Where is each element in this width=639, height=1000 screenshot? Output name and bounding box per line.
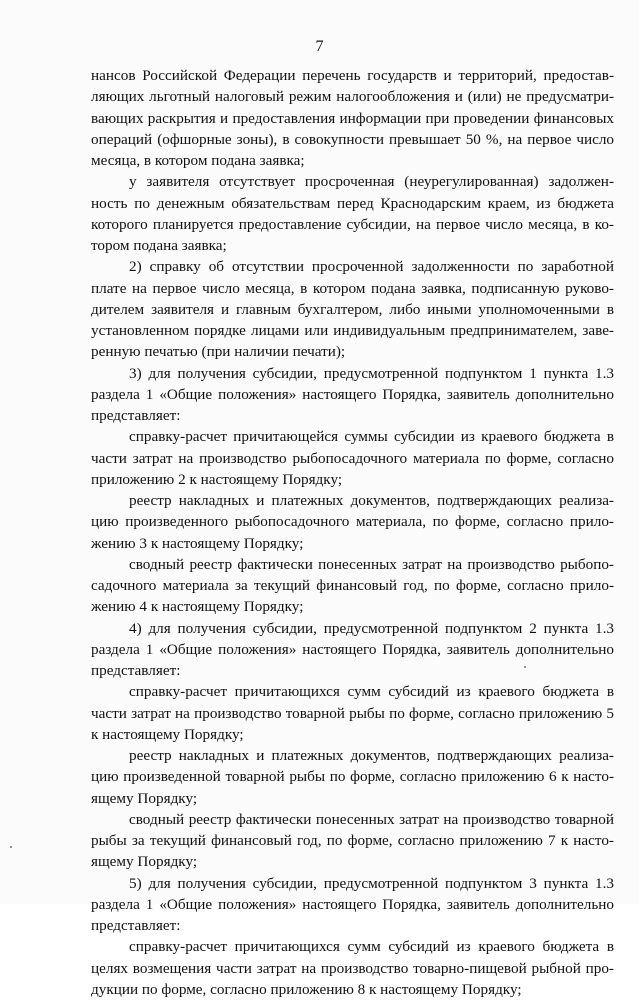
paragraph [91,490,614,554]
paragraph [91,873,614,937]
text-line: раздела 1 «Общие положения» настоящего Порядка, заявитель дополнительно [91,895,614,913]
text-line: справку-расчет причитающейся суммы субсидии из краевого бюджета в [129,428,614,446]
scan-speck [10,846,12,848]
paragraph [91,363,614,427]
paragraph [91,426,614,490]
text-line: дукции по форме, согласно приложению 8 к настоящему Порядку; [91,980,522,998]
text-line: цию произведенной товарной рыбы по форме, согласно приложению 6 к насто- [91,768,614,786]
text-line: ренную печатью (при наличии печати); [91,343,346,361]
text-line: реестр накладных и платежных документов, подтверждающих реализа- [129,747,614,764]
paragraph [91,681,614,745]
text-line: реестр накладных и платежных документов, подтверждающих реализа- [129,492,614,509]
text-line: представляет: [91,407,181,424]
text-line: к настоящему Порядку; [91,725,244,743]
document-body [91,65,614,1000]
text-line: представляет: [91,917,181,934]
text-line: ность по денежным обязательствам перед Краснодарским краем, из бюджета [91,194,614,212]
paragraph [91,936,614,1000]
text-line: справку-расчет причитающихся сумм субсидий из краевого бюджета в [129,938,614,956]
text-line: 3) для получения субсидии, предусмотренной подпунктом 1 пункта 1.3 [129,364,614,382]
text-line: 5) для получения субсидии, предусмотренной подпунктом 3 пункта 1.3 [129,874,614,892]
text-line: целях возмещения части затрат на производство товарно-пищевой рыбной про- [91,959,614,977]
text-line: нансов Российской Федерации перечень государств и территорий, предостав- [91,67,614,84]
text-line: 2) справку об отсутствии просроченной задолженности по заработной [129,258,614,276]
text-line: сводный реестр фактически понесенных затрат на производство товарной [129,810,614,828]
text-line: приложению 2 к настоящему Порядку; [91,470,343,488]
text-line: части затрат на производство товарной рыбы по форме, согласно приложению 5 [91,704,614,722]
text-line: сводный реестр фактически понесенных затрат на производство рыбопо- [129,555,614,573]
paragraph [91,554,614,618]
text-line: 4) для получения субсидии, предусмотренной подпунктом 2 пункта 1.3 [129,619,614,637]
paragraph [91,745,614,809]
text-line: жению 4 к настоящему Порядку; [91,598,304,616]
paragraph [91,256,614,362]
text-line: тором подана заявка; [91,237,227,254]
text-line: садочного материала за текущий финансовый год, по форме, согласно прило- [91,577,614,594]
text-line: вающих раскрытия и предоставления информации при проведении финансовых [91,109,614,127]
text-line: жению 3 к настоящему Порядку; [91,534,304,552]
text-line: ляющих льготный налоговый режим налогообложения и (или) не предусматри- [91,88,614,106]
text-line: цию произведенного рыбопосадочного материала, по форме, согласно прило- [91,513,614,531]
text-line: установленном порядке лицами или индивидуальным предпринимателем, заве- [91,322,614,339]
page-number: 7 [315,38,324,55]
text-line: справку-расчет причитающихся сумм субсидий из краевого бюджета в [129,683,614,701]
text-line: дителем заявителя и главным бухгалтером, либо иными уполномоченными в [91,300,614,318]
paragraph [91,65,614,171]
text-line: ящему Порядку; [91,853,198,871]
text-line: месяца, в котором подана заявка; [91,152,305,169]
scan-speck [524,666,526,668]
text-line: части затрат на производство рыбопосадочного материала по форме, согласно [91,449,614,467]
text-line: раздела 1 «Общие положения» настоящего Порядка, заявитель дополнительно [91,385,614,403]
text-line: операций (офшорные зоны), в совокупности превышает 50 %, на первое число [91,130,614,148]
text-line: представляет: [91,662,181,679]
paragraph [91,171,614,256]
text-line: плате на первое число месяца, в котором подана заявка, подписанную руково- [91,279,614,297]
paragraph [91,618,614,682]
paragraph [91,809,614,873]
text-line: которого планируется предоставление субсидии, на первое число месяца, в ко- [91,215,614,233]
text-line: у заявителя отсутствует просроченная (неурегулированная) задолжен- [129,173,614,191]
text-line: рыбы за текущий финансовый год, по форме, согласно приложению 7 к насто- [91,832,614,849]
text-line: раздела 1 «Общие положения» настоящего Порядка, заявитель дополнительно [91,640,614,658]
text-line: ящему Порядку; [91,789,198,807]
